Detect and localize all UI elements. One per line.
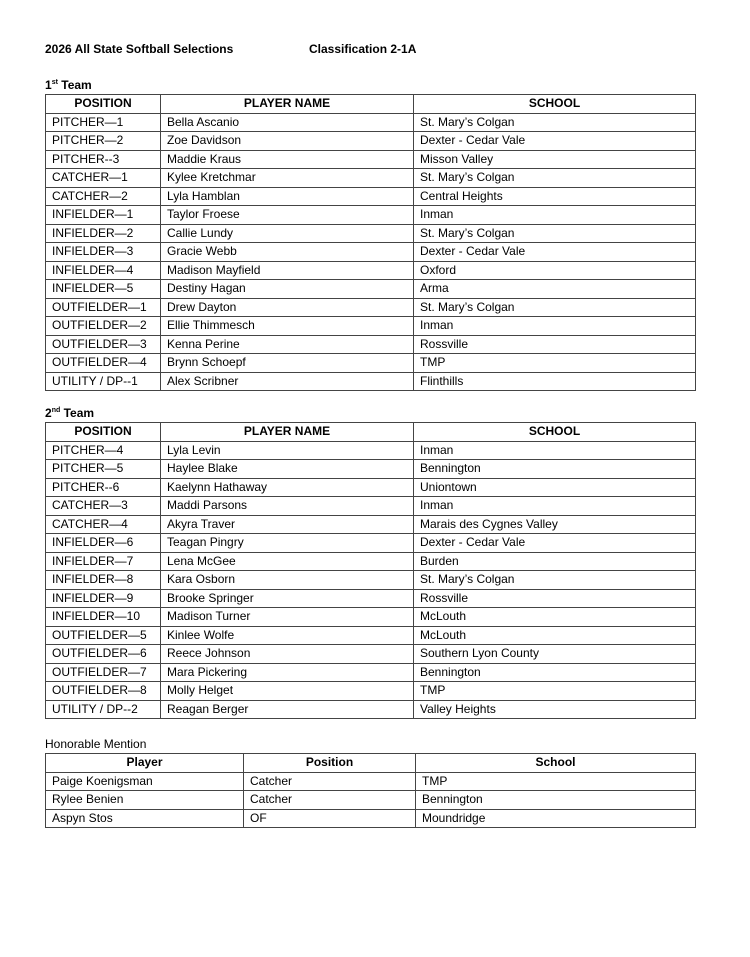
- school-cell: Flinthills: [414, 372, 696, 391]
- table-row: [46, 626, 696, 645]
- position-cell: PITCHER—5: [46, 460, 161, 479]
- player-name-cell: Maddie Kraus: [161, 150, 414, 169]
- table-row: [46, 645, 696, 664]
- player-cell: Rylee Benien: [46, 791, 244, 810]
- school-cell: St. Mary’s Colgan: [414, 224, 696, 243]
- table-header-row: [46, 754, 696, 773]
- second-team-label-num: 2: [45, 406, 52, 420]
- player-name-cell: Kaelynn Hathaway: [161, 478, 414, 497]
- school-cell: TMP: [414, 682, 696, 701]
- player-name-cell: Brooke Springer: [161, 589, 414, 608]
- school-cell: Bennington: [414, 460, 696, 479]
- school-cell: Valley Heights: [414, 700, 696, 719]
- school-cell: Moundridge: [416, 809, 696, 828]
- table-row: [46, 169, 696, 188]
- player-name-cell: Kara Osborn: [161, 571, 414, 590]
- position-cell: OUTFIELDER—3: [46, 335, 161, 354]
- document-header: [45, 42, 417, 56]
- player-name-cell: Drew Dayton: [161, 298, 414, 317]
- player-name-cell: Callie Lundy: [161, 224, 414, 243]
- school-cell: St. Mary’s Colgan: [414, 113, 696, 132]
- player-name-cell: Madison Turner: [161, 608, 414, 627]
- player-name-cell: Reece Johnson: [161, 645, 414, 664]
- school-cell: Dexter - Cedar Vale: [414, 132, 696, 151]
- position-cell: UTILITY / DP--1: [46, 372, 161, 391]
- position-cell: UTILITY / DP--2: [46, 700, 161, 719]
- position-cell: CATCHER—2: [46, 187, 161, 206]
- table-row: [46, 478, 696, 497]
- column-header-position: POSITION: [46, 95, 161, 114]
- school-cell: McLouth: [414, 626, 696, 645]
- school-cell: Southern Lyon County: [414, 645, 696, 664]
- document-title: 2026 All State Softball Selections: [45, 42, 234, 56]
- player-name-cell: Maddi Parsons: [161, 497, 414, 516]
- position-cell: OUTFIELDER—6: [46, 645, 161, 664]
- player-name-cell: Brynn Schoepf: [161, 354, 414, 373]
- school-cell: Dexter - Cedar Vale: [414, 534, 696, 553]
- school-cell: TMP: [414, 354, 696, 373]
- position-cell: OUTFIELDER—5: [46, 626, 161, 645]
- classification-label: Classification 2-1A: [309, 42, 417, 56]
- column-header-position: Position: [244, 754, 416, 773]
- position-cell: INFIELDER—3: [46, 243, 161, 262]
- school-cell: Inman: [414, 317, 696, 336]
- school-cell: St. Mary’s Colgan: [414, 298, 696, 317]
- position-cell: Catcher: [244, 772, 416, 791]
- school-cell: Inman: [414, 206, 696, 225]
- table-row: [46, 497, 696, 516]
- table-row: [46, 298, 696, 317]
- position-cell: INFIELDER—8: [46, 571, 161, 590]
- table-row: [46, 280, 696, 299]
- first-team-table: [45, 94, 696, 391]
- column-header-player-name: PLAYER NAME: [161, 95, 414, 114]
- player-name-cell: Haylee Blake: [161, 460, 414, 479]
- player-name-cell: Ellie Thimmesch: [161, 317, 414, 336]
- column-header-school: SCHOOL: [414, 423, 696, 442]
- table-row: [46, 682, 696, 701]
- school-cell: Dexter - Cedar Vale: [414, 243, 696, 262]
- position-cell: Catcher: [244, 791, 416, 810]
- position-cell: INFIELDER—2: [46, 224, 161, 243]
- table-row: [46, 243, 696, 262]
- table-row: [46, 150, 696, 169]
- school-cell: Inman: [414, 497, 696, 516]
- player-name-cell: Kenna Perine: [161, 335, 414, 354]
- player-name-cell: Mara Pickering: [161, 663, 414, 682]
- player-name-cell: Madison Mayfield: [161, 261, 414, 280]
- player-name-cell: Zoe Davidson: [161, 132, 414, 151]
- school-cell: Arma: [414, 280, 696, 299]
- position-cell: PITCHER--6: [46, 478, 161, 497]
- position-cell: INFIELDER—1: [46, 206, 161, 225]
- player-name-cell: Lyla Hamblan: [161, 187, 414, 206]
- table-row: [46, 460, 696, 479]
- position-cell: PITCHER--3: [46, 150, 161, 169]
- table-row: [46, 441, 696, 460]
- school-cell: Marais des Cygnes Valley: [414, 515, 696, 534]
- column-header-player: Player: [46, 754, 244, 773]
- first-team-label: [45, 78, 92, 92]
- position-cell: INFIELDER—9: [46, 589, 161, 608]
- school-cell: Rossville: [414, 589, 696, 608]
- position-cell: CATCHER—3: [46, 497, 161, 516]
- player-name-cell: Kylee Kretchmar: [161, 169, 414, 188]
- school-cell: Misson Valley: [414, 150, 696, 169]
- second-team-rows: [46, 441, 696, 719]
- position-cell: CATCHER—4: [46, 515, 161, 534]
- table-row: [46, 132, 696, 151]
- school-cell: Burden: [414, 552, 696, 571]
- honorable-mention-rows: [46, 772, 696, 828]
- player-name-cell: Molly Helget: [161, 682, 414, 701]
- table-row: [46, 224, 696, 243]
- honorable-mention-label: Honorable Mention: [45, 737, 147, 751]
- school-cell: Rossville: [414, 335, 696, 354]
- second-team-table: [45, 422, 696, 719]
- table-row: [46, 515, 696, 534]
- position-cell: OUTFIELDER—4: [46, 354, 161, 373]
- first-team-label-sup: st: [51, 79, 58, 86]
- player-name-cell: Destiny Hagan: [161, 280, 414, 299]
- table-row: [46, 335, 696, 354]
- player-name-cell: Teagan Pingry: [161, 534, 414, 553]
- position-cell: OUTFIELDER—1: [46, 298, 161, 317]
- school-cell: Uniontown: [414, 478, 696, 497]
- table-header-row: [46, 423, 696, 442]
- table-row: [46, 206, 696, 225]
- table-row: [46, 534, 696, 553]
- honorable-mention-table: [45, 753, 696, 828]
- position-cell: PITCHER—2: [46, 132, 161, 151]
- position-cell: INFIELDER—4: [46, 261, 161, 280]
- table-row: [46, 663, 696, 682]
- player-cell: Aspyn Stos: [46, 809, 244, 828]
- table-row: [46, 791, 696, 810]
- school-cell: TMP: [416, 772, 696, 791]
- player-name-cell: Kinlee Wolfe: [161, 626, 414, 645]
- table-row: [46, 317, 696, 336]
- second-team-label-rest: Team: [60, 406, 95, 420]
- table-row: [46, 372, 696, 391]
- position-cell: INFIELDER—7: [46, 552, 161, 571]
- table-row: [46, 261, 696, 280]
- position-cell: PITCHER—1: [46, 113, 161, 132]
- position-cell: INFIELDER—6: [46, 534, 161, 553]
- first-team-label-num: 1: [45, 78, 52, 92]
- table-row: [46, 589, 696, 608]
- position-cell: INFIELDER—10: [46, 608, 161, 627]
- position-cell: OF: [244, 809, 416, 828]
- position-cell: INFIELDER—5: [46, 280, 161, 299]
- first-team-rows: [46, 113, 696, 391]
- table-row: [46, 571, 696, 590]
- position-cell: CATCHER—1: [46, 169, 161, 188]
- school-cell: Inman: [414, 441, 696, 460]
- second-team-label-sup: nd: [51, 407, 61, 414]
- player-name-cell: Reagan Berger: [161, 700, 414, 719]
- table-row: [46, 809, 696, 828]
- table-row: [46, 772, 696, 791]
- table-row: [46, 113, 696, 132]
- player-name-cell: Bella Ascanio: [161, 113, 414, 132]
- player-cell: Paige Koenigsman: [46, 772, 244, 791]
- table-row: [46, 608, 696, 627]
- player-name-cell: Taylor Froese: [161, 206, 414, 225]
- school-cell: St. Mary’s Colgan: [414, 571, 696, 590]
- column-header-school: School: [416, 754, 696, 773]
- school-cell: Bennington: [416, 791, 696, 810]
- school-cell: Central Heights: [414, 187, 696, 206]
- player-name-cell: Gracie Webb: [161, 243, 414, 262]
- first-team-label-rest: Team: [57, 78, 92, 92]
- column-header-school: SCHOOL: [414, 95, 696, 114]
- table-row: [46, 552, 696, 571]
- position-cell: OUTFIELDER—8: [46, 682, 161, 701]
- school-cell: Oxford: [414, 261, 696, 280]
- column-header-position: POSITION: [46, 423, 161, 442]
- table-row: [46, 700, 696, 719]
- school-cell: Bennington: [414, 663, 696, 682]
- player-name-cell: Lyla Levin: [161, 441, 414, 460]
- player-name-cell: Akyra Traver: [161, 515, 414, 534]
- school-cell: St. Mary’s Colgan: [414, 169, 696, 188]
- table-row: [46, 354, 696, 373]
- column-header-player-name: PLAYER NAME: [161, 423, 414, 442]
- table-row: [46, 187, 696, 206]
- school-cell: McLouth: [414, 608, 696, 627]
- second-team-label: [45, 406, 94, 420]
- position-cell: OUTFIELDER—7: [46, 663, 161, 682]
- table-header-row: [46, 95, 696, 114]
- position-cell: OUTFIELDER—2: [46, 317, 161, 336]
- player-name-cell: Lena McGee: [161, 552, 414, 571]
- position-cell: PITCHER—4: [46, 441, 161, 460]
- player-name-cell: Alex Scribner: [161, 372, 414, 391]
